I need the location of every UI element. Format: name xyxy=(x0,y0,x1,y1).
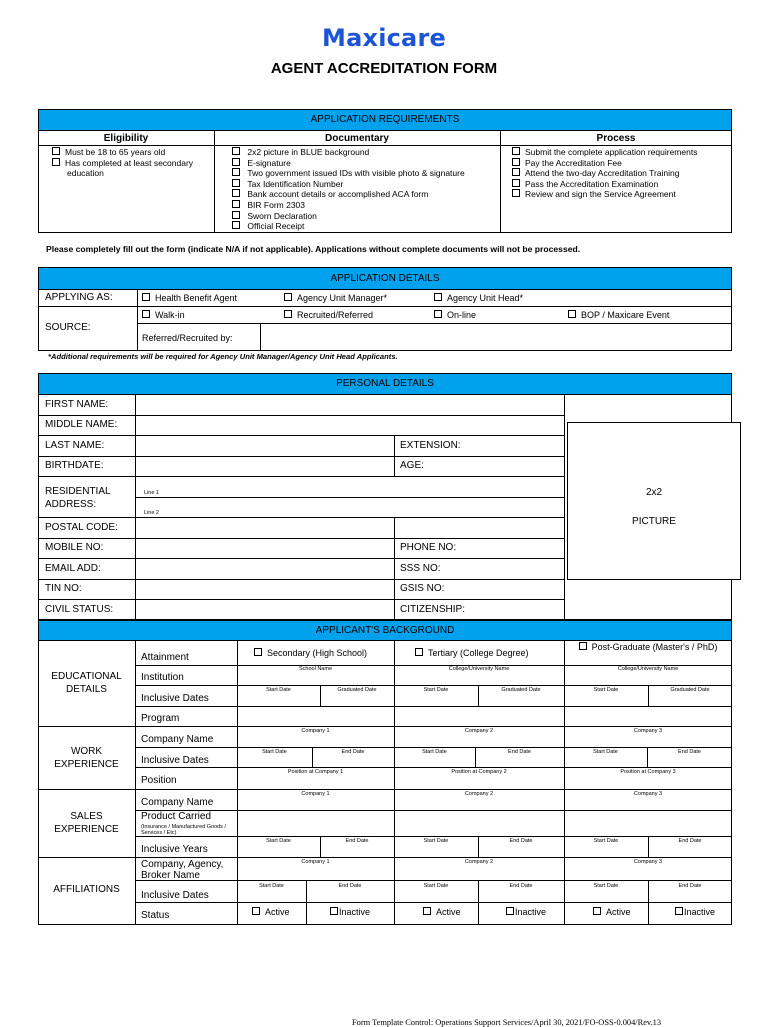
sss-no-label: SSS NO: xyxy=(400,563,441,574)
end-date-caption: End Date xyxy=(678,883,702,889)
extension-label: EXTENSION: xyxy=(400,440,461,451)
mobile-no-label: MOBILE NO: xyxy=(45,542,104,553)
option-health-benefit-agent[interactable]: Health Benefit Agent xyxy=(142,293,237,303)
option-post-graduate[interactable]: Post-Graduate (Master's / PhD) xyxy=(572,642,724,653)
end-date-caption: End Date xyxy=(678,749,701,755)
list-item: Must be 18 to 65 years old xyxy=(52,147,193,158)
company-caption: Company 3 xyxy=(633,728,663,734)
last-name-label: LAST NAME: xyxy=(45,440,105,451)
checkbox-icon xyxy=(52,158,60,166)
checkbox-icon xyxy=(512,179,520,187)
end-date-caption: End Date xyxy=(509,838,533,844)
option-tertiary[interactable]: Tertiary (College Degree) xyxy=(415,648,529,658)
checkbox-icon xyxy=(232,211,240,219)
additional-requirements-note: *Additional requirements will be required for Agency Unit Manager/Agency Unit Head Applicants. xyxy=(48,352,398,361)
referred-by-label: Referred/Recruited by: xyxy=(142,333,233,343)
college-name-caption: College/University Name xyxy=(617,666,679,672)
position-caption: Position at Company 3 xyxy=(620,769,676,775)
company-caption: Company 2 xyxy=(464,728,494,734)
institution-label: Institution xyxy=(141,672,184,683)
end-date-caption: End Date xyxy=(678,838,702,844)
list-item: Submit the complete application requirements xyxy=(512,147,697,158)
photo-size-label: 2x2 xyxy=(645,487,663,498)
checkbox-icon xyxy=(232,158,240,166)
checkbox-icon[interactable] xyxy=(142,293,150,301)
end-date-caption: End Date xyxy=(509,883,533,889)
list-item: 2x2 picture in BLUE background xyxy=(232,147,465,158)
status-inactive-1[interactable]: Inactive xyxy=(330,907,370,917)
option-bop-maxicare-event[interactable]: BOP / Maxicare Event xyxy=(568,310,669,320)
form-template-control: Form Template Control: Operations Support Services/April 30, 2021/FO-OSS-0.004/Rev.13 xyxy=(352,1018,662,1027)
last-name-field[interactable] xyxy=(136,436,393,455)
checkbox-icon[interactable] xyxy=(423,907,431,915)
checkbox-icon xyxy=(232,168,240,176)
checkbox-icon xyxy=(232,189,240,197)
first-name-label: FIRST NAME: xyxy=(45,399,109,410)
attainment-label: Attainment xyxy=(141,652,189,663)
birthdate-label: BIRTHDATE: xyxy=(45,460,104,471)
checkbox-icon xyxy=(232,221,240,229)
status-label: Status xyxy=(141,910,170,921)
checkbox-icon xyxy=(52,147,60,155)
address-line2-label: Line 2 xyxy=(144,510,159,516)
end-date-caption: End Date xyxy=(341,749,365,755)
start-date-caption: Start Date xyxy=(593,838,619,844)
checkbox-icon xyxy=(232,200,240,208)
edu-inclusive-dates-label: Inclusive Dates xyxy=(141,693,209,704)
address-line1-label: Line 1 xyxy=(144,490,159,496)
work-inclusive-dates-label: Inclusive Dates xyxy=(141,755,209,766)
start-date-caption: Start Date xyxy=(423,838,449,844)
background-header: APPLICANT'S BACKGROUND xyxy=(38,620,732,641)
checkbox-icon[interactable] xyxy=(506,907,514,915)
status-active-1[interactable]: Active xyxy=(252,907,290,917)
company-caption: Company 3 xyxy=(633,859,663,865)
sales-company-name-label: Company Name xyxy=(141,797,214,808)
start-date-caption: Start Date xyxy=(423,687,449,693)
checkbox-icon xyxy=(232,179,240,187)
option-online[interactable]: On-line xyxy=(434,310,476,320)
list-item: Sworn Declaration xyxy=(232,211,465,222)
option-agency-unit-manager[interactable]: Agency Unit Manager* xyxy=(284,293,387,303)
start-date-caption: Start Date xyxy=(259,883,284,889)
option-walk-in[interactable]: Walk-in xyxy=(142,310,185,320)
sales-experience-label: SALES EXPERIENCE xyxy=(54,811,119,835)
checkbox-icon[interactable] xyxy=(434,293,442,301)
application-details-header: APPLICATION DETAILS xyxy=(38,267,732,290)
end-date-caption: End Date xyxy=(345,838,369,844)
middle-name-label: MIDDLE NAME: xyxy=(45,419,118,430)
status-active-3[interactable]: Active xyxy=(593,907,631,917)
start-date-caption: Start Date xyxy=(266,838,291,844)
college-name-caption: College/University Name xyxy=(448,666,510,672)
product-carried-label: Product Carried xyxy=(141,811,212,822)
list-item: Pass the Accreditation Examination xyxy=(512,179,697,190)
company-caption: Company 2 xyxy=(464,791,494,797)
form-title: AGENT ACCREDITATION FORM xyxy=(270,60,498,77)
school-name-caption: School Name xyxy=(298,666,333,672)
start-date-caption: Start Date xyxy=(593,883,619,889)
photo-label: PICTURE xyxy=(632,516,676,527)
checkbox-icon[interactable] xyxy=(415,648,423,656)
gsis-no-label: GSIS NO: xyxy=(400,583,445,594)
start-date-caption: Start Date xyxy=(262,749,287,755)
list-item: E-signature xyxy=(232,158,465,169)
option-recruited-referred[interactable]: Recruited/Referred xyxy=(284,310,373,320)
checkbox-icon[interactable] xyxy=(593,907,601,915)
list-item: Pay the Accreditation Fee xyxy=(512,158,697,169)
personal-details-header: PERSONAL DETAILS xyxy=(38,373,732,395)
graduated-date-caption: Graduated Date xyxy=(337,687,377,693)
company-caption: Company 3 xyxy=(633,791,663,797)
checkbox-icon[interactable] xyxy=(568,310,576,318)
tin-no-label: TIN NO: xyxy=(45,583,82,594)
requirements-header: APPLICATION REQUIREMENTS xyxy=(38,109,732,131)
checkbox-icon[interactable] xyxy=(142,310,150,318)
checkbox-icon xyxy=(512,158,520,166)
documentary-heading: Documentary xyxy=(325,133,389,144)
age-label: AGE: xyxy=(400,460,424,471)
work-company-name-label: Company Name xyxy=(141,734,214,745)
inclusive-years-label: Inclusive Years xyxy=(141,844,208,855)
status-inactive-3[interactable]: Inactive xyxy=(675,907,715,917)
checkbox-icon[interactable] xyxy=(579,642,587,650)
list-item: Review and sign the Service Agreement xyxy=(512,189,697,200)
graduated-date-caption: Graduated Date xyxy=(670,687,710,693)
list-item: Tax Identification Number xyxy=(232,179,465,190)
end-date-caption: End Date xyxy=(338,883,362,889)
checkbox-icon xyxy=(512,189,520,197)
status-inactive-2[interactable]: Inactive xyxy=(506,907,546,917)
referred-by-field[interactable] xyxy=(261,324,731,350)
company-caption: Company 1 xyxy=(301,859,330,865)
start-date-caption: Start Date xyxy=(593,687,619,693)
checkbox-icon[interactable] xyxy=(254,648,262,656)
checkbox-icon xyxy=(512,168,520,176)
graduated-date-caption: Graduated Date xyxy=(501,687,541,693)
civil-status-label: CIVIL STATUS: xyxy=(45,604,114,615)
photo-placeholder[interactable] xyxy=(567,422,741,580)
company-caption: Company 2 xyxy=(464,859,494,865)
phone-no-label: PHONE NO: xyxy=(400,542,457,553)
list-item: Has completed at least secondary xyxy=(52,158,193,169)
start-date-caption: Start Date xyxy=(266,687,291,693)
position-label: Position xyxy=(141,775,177,786)
company-caption: Company 1 xyxy=(301,791,330,797)
end-date-caption: End Date xyxy=(508,749,531,755)
aff-company-name-label: Company, Agency, Broker Name xyxy=(141,859,224,881)
educational-details-label: EDUCATIONAL DETAILS xyxy=(51,671,122,695)
list-item: Two government issued IDs with visible photo & signature xyxy=(232,168,465,179)
program-label: Program xyxy=(141,713,180,724)
applying-as-label: APPLYING AS: xyxy=(45,292,113,303)
checkbox-icon xyxy=(232,147,240,155)
start-date-caption: Start Date xyxy=(423,883,449,889)
eligibility-list xyxy=(52,147,193,179)
list-item: Bank account details or accomplished ACA form xyxy=(232,189,465,200)
first-name-field[interactable] xyxy=(136,395,563,414)
checkbox-icon[interactable] xyxy=(284,293,292,301)
option-secondary[interactable]: Secondary (High School) xyxy=(254,648,367,658)
process-list xyxy=(512,147,697,200)
start-date-caption: Start Date xyxy=(422,749,447,755)
list-item: BIR Form 2303 xyxy=(232,200,465,211)
start-date-caption: Start Date xyxy=(593,749,618,755)
checkbox-icon[interactable] xyxy=(252,907,260,915)
instructions-notice: Please completely fill out the form (indicate N/A if not applicable). Applications without complete documents will not be processed. xyxy=(46,244,581,254)
company-caption: Company 1 xyxy=(301,728,330,734)
checkbox-icon xyxy=(512,147,520,155)
eligibility-heading: Eligibility xyxy=(103,133,149,144)
product-carried-note: (Insurance / Manufactured Goods / Services / Etc) xyxy=(141,824,226,836)
middle-name-field[interactable] xyxy=(136,416,563,434)
list-item: education xyxy=(67,168,104,179)
source-label: SOURCE: xyxy=(45,322,91,333)
postal-code-label: POSTAL CODE: xyxy=(45,522,118,533)
checkbox-icon[interactable] xyxy=(434,310,442,318)
work-experience-label: WORK EXPERIENCE xyxy=(54,746,119,770)
checkbox-icon[interactable] xyxy=(330,907,338,915)
process-heading: Process xyxy=(596,133,636,144)
birthdate-field[interactable] xyxy=(136,457,393,475)
checkbox-icon[interactable] xyxy=(284,310,292,318)
email-add-label: EMAIL ADD: xyxy=(45,563,101,574)
position-caption: Position at Company 1 xyxy=(287,769,344,775)
affiliations-label: AFFILIATIONS xyxy=(53,884,120,895)
position-caption: Position at Company 2 xyxy=(451,769,507,775)
documentary-list xyxy=(232,147,465,232)
status-active-2[interactable]: Active xyxy=(423,907,461,917)
list-item: Official Receipt xyxy=(232,221,465,232)
citizenship-label: CITIZENSHIP: xyxy=(400,604,466,615)
maxicare-logo: Maxicare xyxy=(322,24,446,52)
option-agency-unit-head[interactable]: Agency Unit Head* xyxy=(434,293,523,303)
aff-inclusive-dates-label: Inclusive Dates xyxy=(141,890,209,901)
checkbox-icon[interactable] xyxy=(675,907,683,915)
list-item: Attend the two-day Accreditation Training xyxy=(512,168,697,179)
residential-address-label: RESIDENTIAL ADDRESS: xyxy=(45,486,111,510)
